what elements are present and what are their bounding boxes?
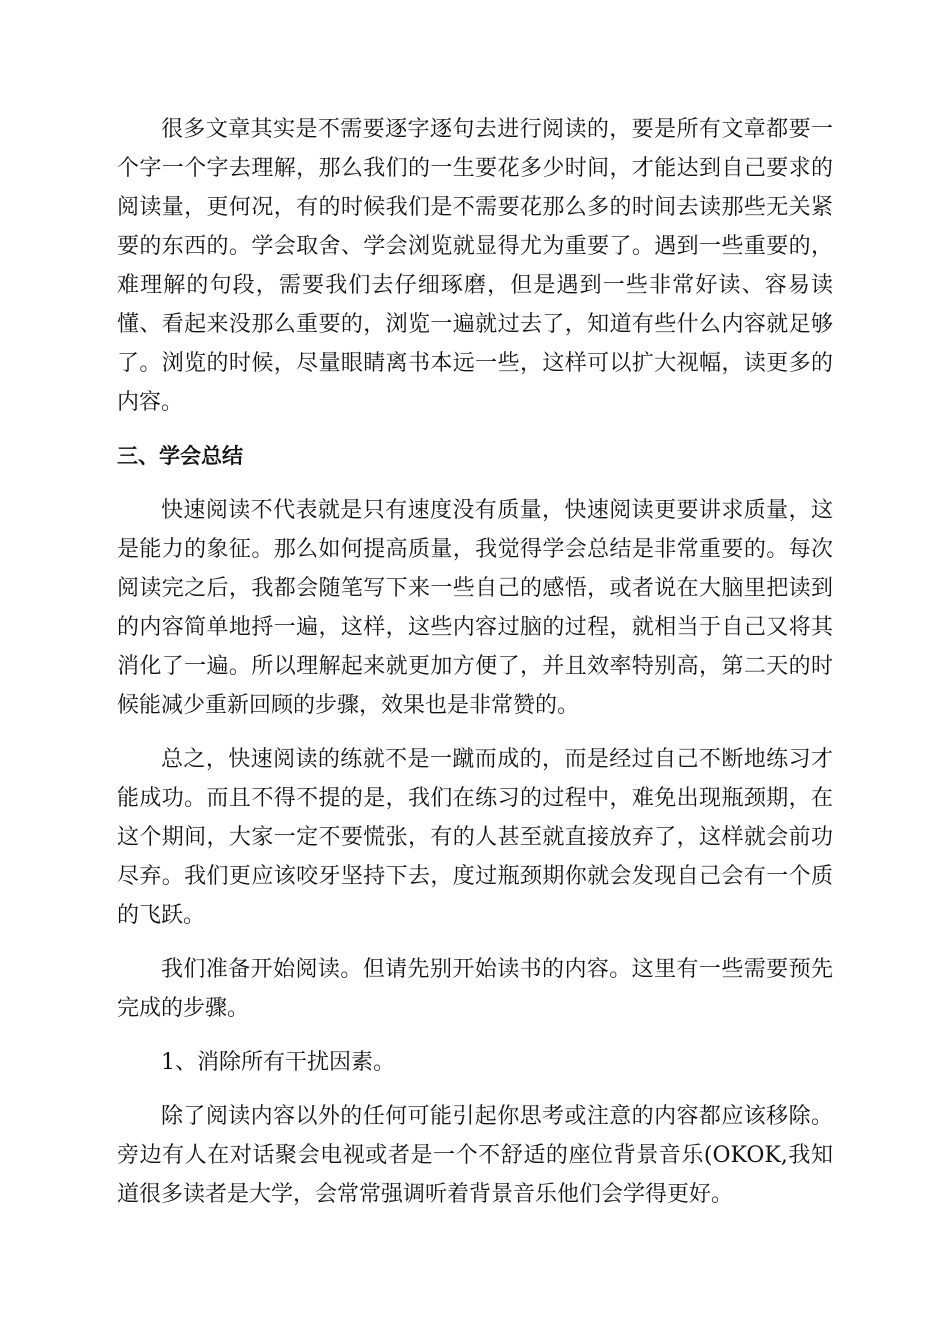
section-heading-summary: 三、学会总结	[117, 444, 243, 468]
document-body	[117, 110, 833, 1229]
paragraph-conclusion: 总之，快速阅读的练就不是一蹴而成的，而是经过自己不断地练习才能成功。而且不得不提的是，我们在练习的过程中，难免出现瓶颈期，在这个期间，大家一定不要慌张，有的人甚至就直接放弃了，这样就会前功尽弃。我们更应该咬牙坚持下去，度过瓶颈期你就会发现自己会有一个质的飞跃。	[117, 747, 833, 928]
paragraph-distractions: 除了阅读内容以外的任何可能引起你思考或注意的内容都应该移除。旁边有人在对话聚会电视或者是一个不舒适的座位背景音乐(OKOK,我知道很多读者是大学，会常常强调听着背景音乐他们会学得更好。	[117, 1104, 833, 1207]
paragraph-skimming: 很多文章其实是不需要逐字逐句去进行阅读的，要是所有文章都要一个字一个字去理解，那么我们的一生要花多少时间，才能达到自己要求的阅读量，更何况，有的时候我们是不需要花那么多的时间去读那些无关紧要的东西的。学会取舍、学会浏览就显得尤为重要了。遇到一些重要的，难理解的句段，需要我们去仔细琢磨，但是遇到一些非常好读、容易读懂、看起来没那么重要的，浏览一遍就过去了，知道有些什么内容就足够了。浏览的时候，尽量眼睛离书本远一些，这样可以扩大视幅，读更多的内容。	[117, 117, 833, 415]
paragraph-quality: 快速阅读不代表就是只有速度没有质量，快速阅读更要讲求质量，这是能力的象征。那么如何提高质量，我觉得学会总结是非常重要的。每次阅读完之后，我都会随笔写下来一些自己的感悟，或者说在大脑里把读到的内容简单地捋一遍，这样，这些内容过脑的过程，就相当于自己又将其消化了一遍。所以理解起来就更加方便了，并且效率特别高，第二天的时候能减少重新回顾的步骤，效果也是非常赞的。	[117, 498, 833, 718]
list-item-remove-distractions: 1、消除所有干扰因素。	[161, 1050, 395, 1075]
paragraph-preparation: 我们准备开始阅读。但请先别开始读书的内容。这里有一些需要预先完成的步骤。	[117, 957, 833, 1021]
